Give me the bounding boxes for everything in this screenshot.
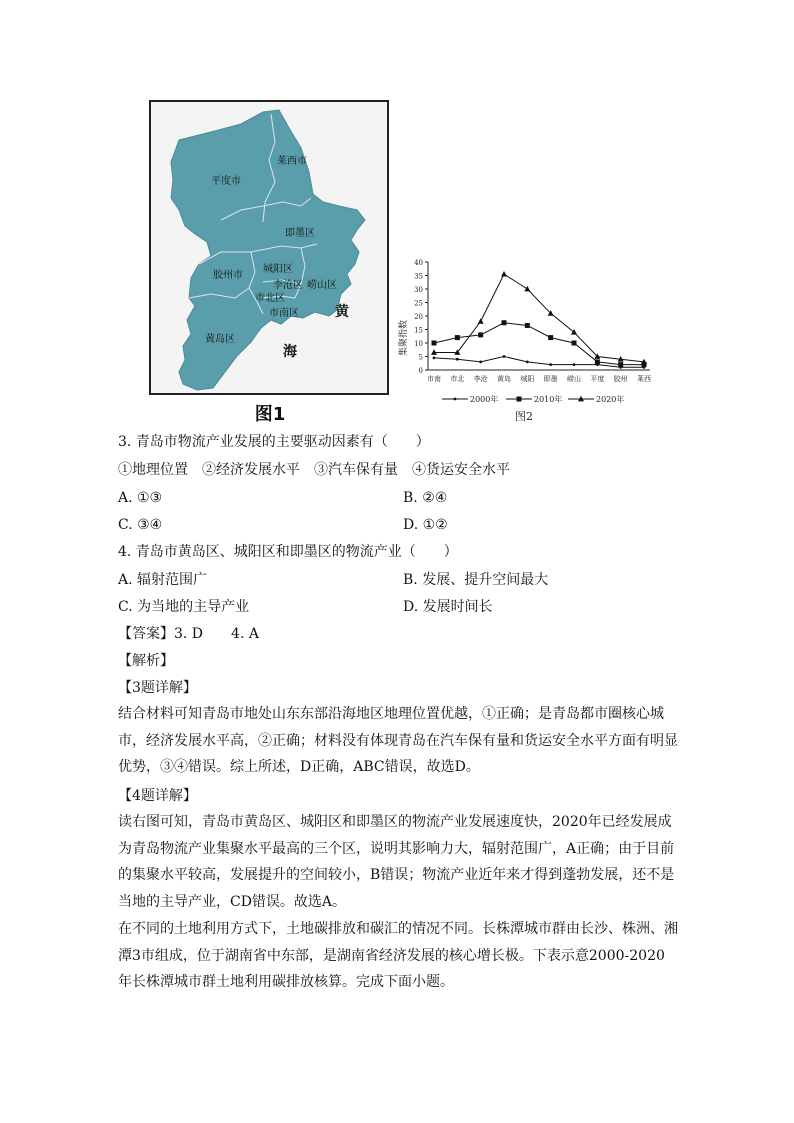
chart-svg	[398, 254, 658, 426]
map-label-jimo: 即墨区	[285, 228, 315, 239]
y-tick-label: 35	[414, 272, 423, 281]
agglomeration-chart	[398, 254, 658, 426]
data-point	[432, 341, 437, 346]
legend-label-1: 2010年	[534, 395, 563, 404]
detail3-text: 结合材料可知青岛市地处山东东部沿海地区地理位置优越，①正确；是青岛都市圈核心城市，经济发展水平高，②正确；材料没有体现青岛在汽车保有量和货运安全水平方面有明显优势，③④错误。综上所述，D正确，ABC错误，故选D。	[118, 706, 678, 775]
legend-label-0: 2000年	[470, 395, 499, 404]
x-tick-label: 城阳	[520, 375, 535, 383]
map-label-shinan: 市南区	[269, 308, 299, 319]
data-point	[501, 271, 507, 277]
y-tick-label: 10	[414, 340, 423, 348]
q4-option-c: C. 为当地的主导产业	[118, 599, 250, 615]
q3-option-b: B. ②④	[403, 490, 448, 506]
data-point	[456, 358, 459, 361]
data-point	[524, 286, 530, 292]
legend-marker	[454, 398, 457, 401]
q3-option-d: D. ①②	[403, 517, 448, 533]
map-label-laixi: 莱西市	[277, 156, 307, 167]
y-tick-label: 5	[418, 353, 423, 362]
map-label-huangdao: 黄岛区	[205, 334, 235, 345]
detail4-text: 读右图可知，青岛市黄岛区、城阳区和即墨区的物流产业发展速度快，2020年已经发展成为青岛物流产业集聚水平最高的三个区，说明其影响力大，辐射范围广，A正确；由于目前的集聚水平较高，发展提升的空间较小，B错误；物流产业近年来才得到蓬勃发展，还不是当地的主导产业，CD错误。故选A。	[118, 814, 675, 910]
map-label-jiaozhou: 胶州市	[213, 270, 243, 281]
q3-stem: 3. 青岛市物流产业发展的主要驱动因素有（ ）	[118, 434, 430, 450]
chart-ylabel: 集聚指数	[399, 319, 409, 357]
data-point	[525, 323, 530, 328]
q3-option-c: C. ③④	[118, 517, 163, 533]
map-label-licang: 李沧区	[273, 280, 303, 291]
x-tick-label: 市南	[427, 375, 441, 383]
analysis-heading: 【解析】	[118, 653, 174, 669]
map-label-pingdu: 平度市	[211, 176, 241, 187]
map-label-shibei: 市北区	[255, 293, 285, 304]
data-point	[478, 318, 484, 324]
data-point	[548, 335, 553, 340]
sea-label-hai: 海	[283, 344, 297, 360]
data-point	[502, 320, 507, 325]
x-tick-label: 莱西	[637, 375, 651, 383]
data-point	[572, 341, 577, 346]
y-tick-label: 0	[418, 367, 423, 375]
x-tick-label: 平度	[590, 375, 605, 383]
q4-option-b: B. 发展、提升空间最大	[403, 572, 549, 588]
detail4-heading: 【4题详解】	[118, 788, 197, 804]
y-tick-label: 40	[414, 259, 423, 267]
q4-option-a: A. 辐射范围广	[118, 572, 208, 588]
intro-text: 在不同的土地利用方式下，土地碳排放和碳汇的情况不同。长株潭城市群由长沙、株洲、湘潭3市组成，位于湖南省中东部，是湖南省经济发展的核心增长极。下表示意2000-2020年长株潭城市群土地利用碳排放核算。完成下面小题。	[118, 921, 678, 990]
x-tick-label: 市北	[450, 375, 465, 383]
map-label-chengyang: 城阳区	[263, 264, 293, 275]
y-tick-label: 20	[414, 313, 423, 321]
legend-label-2: 2020年	[596, 395, 625, 404]
y-tick-label: 25	[414, 299, 423, 308]
qingdao-map	[151, 102, 387, 393]
data-point	[549, 363, 552, 366]
detail3-heading: 【3题详解】	[118, 680, 197, 696]
data-point	[573, 363, 576, 366]
data-point	[618, 362, 623, 367]
q3-option-a: A. ①③	[118, 490, 163, 506]
q4-stem: 4. 青岛市黄岛区、城阳区和即墨区的物流产业（ ）	[118, 544, 458, 560]
y-tick-label: 15	[414, 326, 423, 335]
map-caption: 图1	[254, 404, 286, 425]
x-tick-label: 崂山	[567, 375, 581, 383]
map-landmass	[171, 110, 365, 390]
series-line-2	[434, 274, 644, 362]
q3-factors: ①地理位置 ②经济发展水平 ③汽车保有量 ④货运安全水平	[118, 462, 510, 478]
data-point	[455, 335, 460, 340]
chart-caption: 图2	[515, 410, 533, 423]
map-figure	[149, 100, 389, 395]
x-tick-label: 胶州	[613, 375, 628, 383]
x-tick-label: 李沧	[473, 375, 488, 383]
map-label-laoshan: 崂山区	[307, 280, 337, 291]
y-tick-label: 30	[414, 286, 423, 294]
data-point	[478, 332, 483, 337]
data-point	[503, 355, 506, 358]
legend-marker	[517, 397, 522, 402]
data-point	[526, 361, 529, 364]
x-tick-label: 即墨	[543, 375, 558, 383]
x-tick-label: 黄岛	[497, 375, 511, 383]
answer-line: 【答案】3. D 4. A	[118, 626, 259, 642]
data-point	[479, 361, 482, 364]
data-point	[433, 356, 436, 359]
data-point	[595, 359, 600, 364]
sea-label-huang: 黄	[335, 304, 349, 320]
q4-option-d: D. 发展时间长	[403, 599, 493, 615]
data-point	[571, 329, 577, 335]
